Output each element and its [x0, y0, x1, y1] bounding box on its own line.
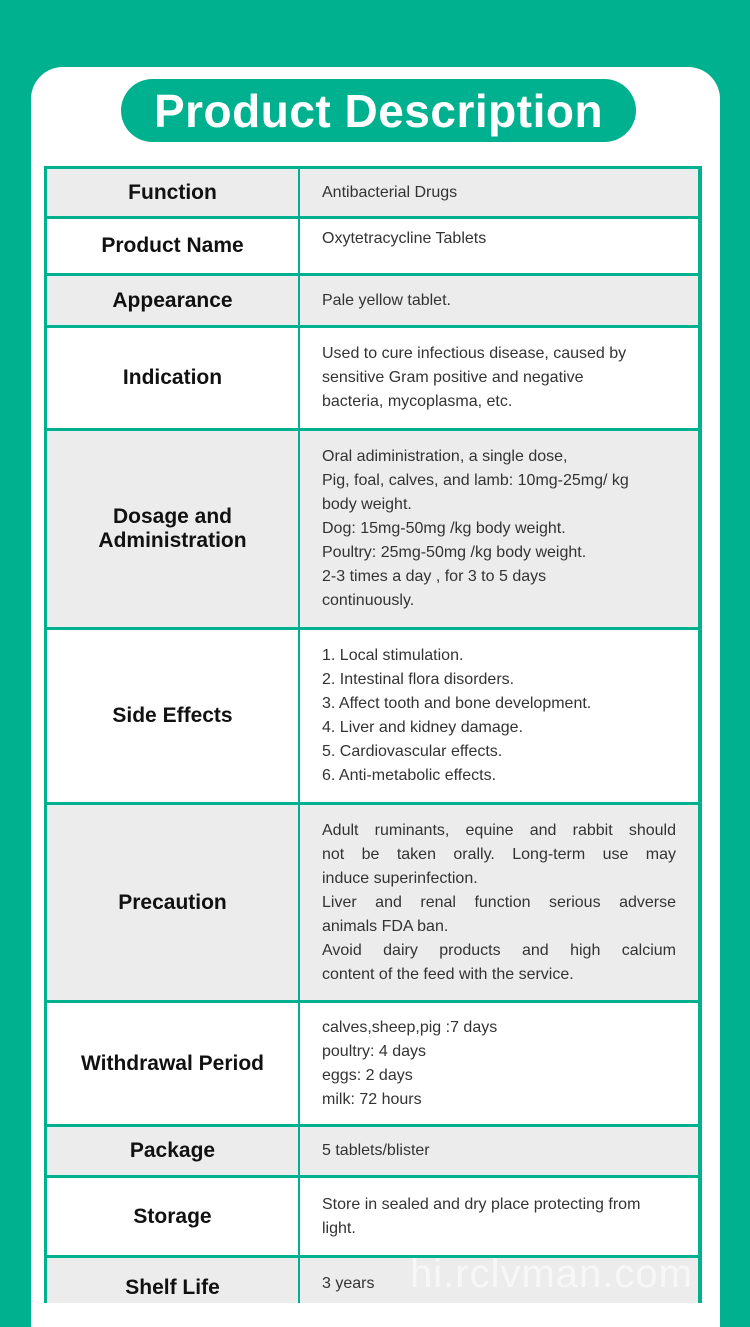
value-line: calves,sheep,pig :7 days — [322, 1018, 498, 1036]
page-title: Product Description — [121, 79, 636, 142]
value-line: induce superinfection. — [322, 869, 478, 887]
value-line: 5 tablets/blister — [322, 1142, 430, 1159]
value-line: Avoid dairy products and high calcium — [322, 941, 676, 959]
row-value-precaution — [300, 805, 698, 1000]
row-label-precaution: Precaution — [47, 805, 298, 1000]
value-line: Oral adiministration, a single dose, — [322, 448, 568, 465]
row-value-storage — [300, 1178, 698, 1255]
row-value-withdrawal — [300, 1003, 698, 1124]
table-row — [44, 166, 702, 216]
row-value-side-effects — [300, 630, 698, 802]
value-line: Used to cure infectious disease, caused by — [322, 345, 627, 362]
value-line: 2-3 times a day , for 3 to 5 days — [322, 568, 547, 585]
value-line: 1. Local stimulation. — [322, 647, 464, 664]
value-line: continuously. — [322, 592, 415, 609]
row-value-appearance — [300, 276, 698, 325]
value-line: sensitive Gram positive and negative — [322, 369, 584, 386]
row-label-dosage — [47, 431, 298, 627]
row-label-storage: Storage — [47, 1178, 298, 1255]
value-line: milk: 72 hours — [322, 1090, 422, 1108]
value-line: body weight. — [322, 496, 412, 513]
row-value-dosage — [300, 431, 698, 627]
row-label-indication: Indication — [47, 328, 298, 428]
row-label-shelf-life: Shelf Life — [47, 1258, 298, 1303]
row-label-withdrawal: Withdrawal Period — [47, 1003, 298, 1124]
value-line: eggs: 2 days — [322, 1066, 413, 1084]
table-row — [44, 273, 702, 325]
value-line: content of the feed with the service. — [322, 965, 574, 983]
row-label-function: Function — [47, 169, 298, 216]
dosage-label-text: Dosage and Administration — [98, 505, 247, 552]
table-row — [44, 802, 702, 1000]
value-line: Antibacterial Drugs — [322, 183, 458, 201]
value-line: 6. Anti-metabolic effects. — [322, 767, 497, 784]
value-line: Oxytetracycline Tablets — [322, 230, 487, 247]
value-line: poultry: 4 days — [322, 1042, 427, 1060]
row-value-function — [300, 169, 698, 216]
value-line: Pig, foal, calves, and lamb: 10mg-25mg/ kg — [322, 472, 629, 489]
row-label-appearance: Appearance — [47, 276, 298, 325]
row-value-package — [300, 1127, 698, 1175]
table-row — [44, 428, 702, 627]
value-line: not be taken orally. Long-term use may — [322, 845, 676, 863]
value-line: Store in sealed and dry place protecting from — [322, 1195, 641, 1213]
row-label-side-effects: Side Effects — [47, 630, 298, 802]
row-value-indication — [300, 328, 698, 428]
value-line: bacteria, mycoplasma, etc. — [322, 393, 513, 410]
table-row — [44, 1124, 702, 1175]
value-line: Adult ruminants, equine and rabbit should — [322, 821, 676, 839]
value-line: 4. Liver and kidney damage. — [322, 719, 524, 736]
watermark-text: hi.rclvman.com — [410, 1252, 693, 1296]
product-table — [44, 166, 702, 1303]
row-label-product-name: Product Name — [47, 219, 298, 273]
value-line: Dog: 15mg-50mg /kg body weight. — [322, 520, 566, 537]
table-row — [44, 627, 702, 802]
value-line: light. — [322, 1219, 356, 1237]
row-label-package: Package — [47, 1127, 298, 1175]
table-row — [44, 216, 702, 273]
value-line: 3 years — [322, 1275, 375, 1292]
table-row — [44, 1175, 702, 1255]
value-line: Pale yellow tablet. — [322, 291, 451, 309]
value-line: animals FDA ban. — [322, 917, 449, 935]
table-row — [44, 325, 702, 428]
row-value-product-name — [300, 219, 698, 273]
table-row — [44, 1000, 702, 1124]
value-line: Liver and renal function serious adverse — [322, 893, 676, 911]
value-line: Poultry: 25mg-50mg /kg body weight. — [322, 544, 587, 561]
value-line: 5. Cardiovascular effects. — [322, 743, 503, 760]
value-line: 2. Intestinal flora disorders. — [322, 671, 515, 688]
value-line: 3. Affect tooth and bone development. — [322, 695, 592, 712]
